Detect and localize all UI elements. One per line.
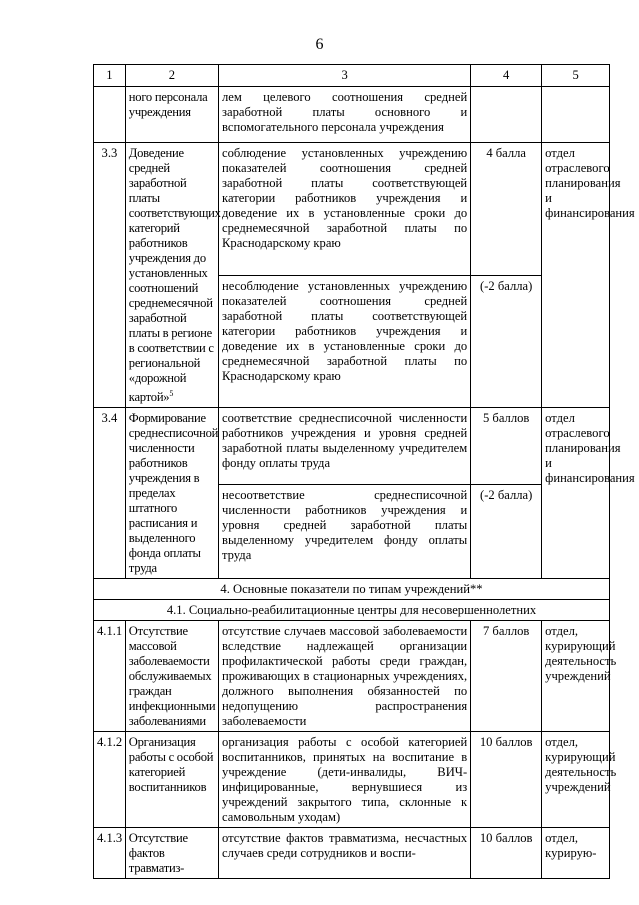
- score: 4 балла: [471, 143, 542, 276]
- responsible-department: отдел отраслевого планирования и финансирования: [542, 408, 610, 579]
- footnote-mark: 5: [169, 389, 174, 398]
- responsible-department: отдел, курирующий деятельность учреждений: [542, 621, 610, 732]
- row-number: 4.1.2: [94, 732, 126, 828]
- page-number: 6: [315, 36, 324, 53]
- column-number: 1: [94, 65, 126, 87]
- indicator-name: Отсутствие фактов травматиз-: [125, 828, 218, 879]
- table-row: [94, 828, 610, 879]
- criterion-text: несоблюдение установленных учреждению показателей соотношения средней заработной платы соответствующей категории работников учреждения и доведение их в установленные сроки до среднемесячной заработной платы по Краснодарскому краю: [219, 275, 471, 408]
- column-number-row: [94, 65, 610, 87]
- responsible-department: отдел, курирую-: [542, 828, 610, 879]
- score: (-2 балла): [471, 484, 542, 578]
- score-cell: [471, 87, 542, 143]
- row-number: 4.1.1: [94, 621, 126, 732]
- criterion-text: отсутствие фактов травматизма, несчастных случаев среди сотрудников и воспи-: [219, 828, 471, 879]
- table-row: [94, 87, 610, 143]
- indicator-name: Формирование среднесписочной численности работников учреждения в пределах штатного расписания и выделенного фонда оплаты труда: [125, 408, 218, 579]
- table-row: [94, 732, 610, 828]
- indicator-name: Отсутствие массовой заболеваемости обслуживаемых граждан инфекционными заболеваниями: [125, 621, 218, 732]
- indicator-name-text: Доведение средней заработной платы соответствующих категорий работников учреждения до установленных соотношений среднемесячной заработной платы в регионе в соответствии с региональной «дорожной картой»: [128, 146, 221, 405]
- score: (-2 балла): [471, 275, 542, 408]
- indicator-name: ного персонала учреждения: [125, 87, 218, 143]
- score: 5 баллов: [471, 408, 542, 485]
- criterion-text: несоответствие среднесписочной численности работников учреждения и уровня средней заработной платы выделенному учредителем фонду оплаты труда: [219, 484, 471, 578]
- criterion-text: отсутствие случаев массовой заболеваемости вследствие надлежащей организации профилактической работы среди граждан, проживающих в стационарных учреждениях, должного выполнения обязанностей по недопущению распространения заболеваемости: [219, 621, 471, 732]
- column-number: 3: [219, 65, 471, 87]
- responsible-department: отдел, курирующий деятельность учреждений: [542, 732, 610, 828]
- table-row: [94, 408, 610, 485]
- score: 10 баллов: [471, 828, 542, 879]
- row-number: 3.3: [94, 143, 126, 408]
- row-number: 3.4: [94, 408, 126, 579]
- section-heading: 4. Основные показатели по типам учреждений**: [94, 579, 610, 600]
- column-number: 5: [542, 65, 610, 87]
- table-row: [94, 621, 610, 732]
- criterion-text: организация работы с особой категорией воспитанников, принятых на воспитание в учреждение (дети-инвалиды, ВИЧ-инфицированные, вернувшиеся из учреждений закрытого типа, склонные к самовольным уходам): [219, 732, 471, 828]
- row-number-cell: [94, 87, 126, 143]
- criterion-text: лем целевого соотношения средней заработной платы основного и вспомогательного персонала учреждения: [219, 87, 471, 143]
- column-number: 4: [471, 65, 542, 87]
- responsible-department: отдел отраслевого планирования и финансирования: [542, 143, 610, 408]
- column-number: 2: [125, 65, 218, 87]
- indicator-name: Организация работы с особой категорией воспитанников: [125, 732, 218, 828]
- indicator-name: [125, 143, 221, 408]
- score: 10 баллов: [471, 732, 542, 828]
- responsible-cell: [542, 87, 610, 143]
- subsection-heading-row: [94, 600, 610, 621]
- subsection-heading: 4.1. Социально-реабилитационные центры для несовершеннолетних: [94, 600, 610, 621]
- section-heading-row: [94, 579, 610, 600]
- table-row: [94, 143, 610, 276]
- row-number: 4.1.3: [94, 828, 126, 879]
- criterion-text: соблюдение установленных учреждению показателей соотношения средней заработной платы соответствующей категории работников учреждения и доведение их в установленные сроки до среднемесячной заработной платы по Краснодарскому краю: [219, 143, 471, 276]
- criteria-table: [93, 64, 635, 879]
- criterion-text: соответствие среднесписочной численности работников учреждения и уровня средней заработной платы выделенному учредителем фонду оплаты труда: [219, 408, 471, 485]
- score: 7 баллов: [471, 621, 542, 732]
